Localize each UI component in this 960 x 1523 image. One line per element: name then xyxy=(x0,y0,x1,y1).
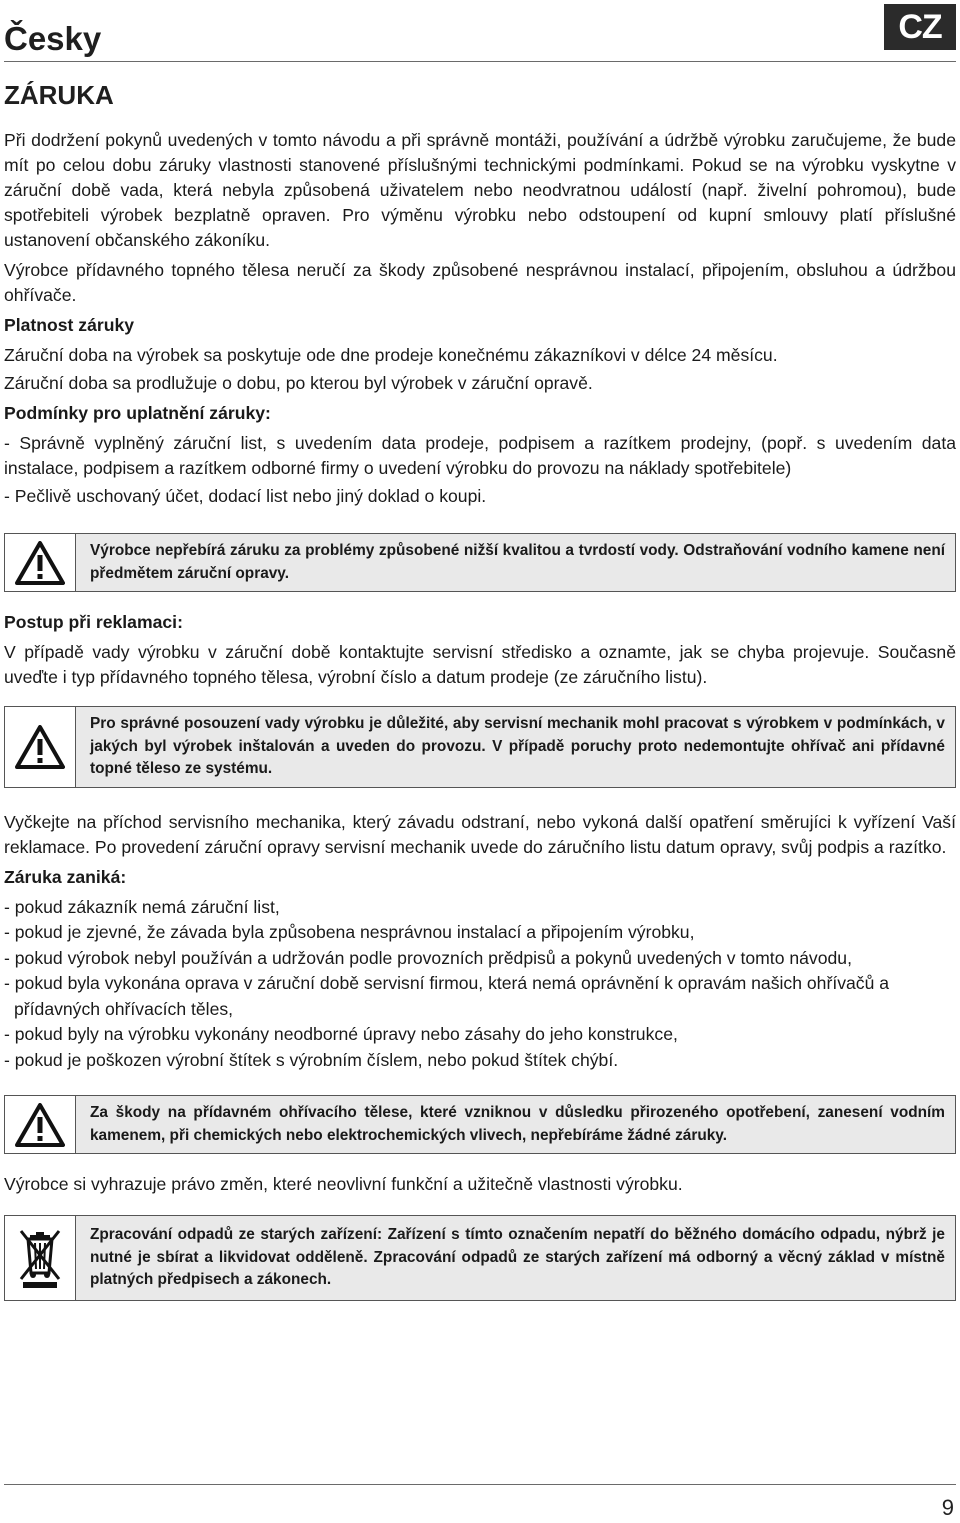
list-item: - pokud je poškozen výrobní štítek s výrobním číslem, nebo pokud štítek chýbí. xyxy=(4,1049,619,1070)
warning-triangle-icon xyxy=(15,541,65,585)
content-body xyxy=(4,128,956,1301)
conditions-item: - Pečlivě uschovaný účet, dodací list nebo jiný doklad o koupi. xyxy=(4,486,487,506)
warning-icon-cell xyxy=(5,1096,76,1153)
validity-text: Záruční doba na výrobek sa poskytuje ode dne prodeje konečnému zákazníkovi v délce 24 měsícu. xyxy=(4,345,778,365)
warning-text: Za škody na přídavném ohřívacího tělese, které vzniknou v důsledku přirozeného opotřebení, zanesení vodním kamenem, při chemických nebo elektrochemických vlivech, nepřebíráme žádné záruky. xyxy=(90,1104,945,1144)
crossed-out-bin-icon xyxy=(15,1227,65,1289)
warning-box-service xyxy=(4,706,956,788)
disposal-box xyxy=(4,1215,956,1301)
warning-icon-cell xyxy=(5,534,76,591)
warning-icon-cell xyxy=(5,707,76,787)
disposal-icon-cell xyxy=(5,1216,76,1300)
language-badge: CZ xyxy=(884,4,956,50)
page-number: 9 xyxy=(941,1495,954,1520)
document-page xyxy=(4,0,956,1523)
list-item: - pokud byla vykonána oprava v záruční době servisní firmou, která nemá oprávnění k opravám našich ohřívačů a přídavných ohřívacích těles, xyxy=(4,973,890,1019)
page-header xyxy=(4,0,956,64)
warning-text: Výrobce nepřebírá záruku za problémy způsobené nižší kvalitou a tvrdostí vody. Odstraňování vodního kamene není předmětem záruční opravy. xyxy=(90,542,945,582)
warning-triangle-icon xyxy=(15,1103,65,1147)
disposal-text: Zpracování odpadů ze starých zařízení: Zařízení s tímto označením nepatří do běžného domácího odpadu, nýbrž je nutné je sbírat a likvidovat odděleně. Zpracování odpadů ze starých zařízení má odborný a věcný základ v místně platných předpisech a zákonech. xyxy=(90,1226,945,1288)
conditions-item: - Správně vyplněný záruční list, s uvedením data prodeje, podpisem a razítkem prodejny, (popř. s uvedením data instalace, podpisem a razítkem odborné firmy o uvedení výrobku do provozu na náklady spotřebitele) xyxy=(4,433,956,478)
claims-heading: Postup při reklamaci: xyxy=(4,612,183,632)
list-item: - pokud byly na výrobku vykonány neodborné úpravy nebo zásahy do jeho konstrukce, xyxy=(4,1024,678,1044)
warning-text: Pro správné posouzení vady výrobku je důležité, aby servisní mechanik mohl pracovat s výrobkem v podmínkách, v jakých byl výrobek inštalován a uveden do provozu. V případě poruchy proto nedemontujte ohřívač ani přídavné topné těleso ze systému. xyxy=(90,715,945,777)
validity-extension-text: Záruční doba sa prodlužuje o dobu, po kterou byl výrobek v záruční opravě. xyxy=(4,373,593,393)
validity-heading: Platnost záruky xyxy=(4,315,135,335)
list-item: - pokud zákazník nemá záruční list, xyxy=(4,896,280,917)
warning-box-wear xyxy=(4,1095,956,1154)
list-item: - pokud je zjevné, že závada byla způsobena nesprávnou instalací a připojením výrobku, xyxy=(4,922,695,942)
intro-paragraph: Při dodržení pokynů uvedených v tomto návodu a při správně montáži, používání a údržbě výrobku zaručujeme, že bude mít po celou dobu záruky vlastnosti stanovené příslušnými technickými podmínkami. Pokud se na výrobku vyskytne v záruční době vada, která nebyla způsobená uživatelem nebo neodvratnou událostí (např. živelní pohromou), bude spotřebiteli výrobek bezplatně opraven. Pro výměnu výrobku nebo odstoupení od kupní smlouvy platí příslušné ustanovení občanského zákoníku. xyxy=(4,130,956,250)
changes-paragraph: Výrobce si vyhrazuje právo změn, které neovlivní funkční a užitečně vlastnosti výrobku. xyxy=(4,1174,683,1194)
section-title: ZÁRUKA xyxy=(4,80,114,110)
expiry-list xyxy=(4,895,956,1074)
warning-triangle-icon xyxy=(15,725,65,769)
conditions-heading: Podmínky pro uplatnění záruky: xyxy=(4,403,271,423)
warning-box-water xyxy=(4,533,956,592)
wait-paragraph: Vyčkejte na příchod servisního mechanika, který závadu odstraní, nebo vykoná další opatření směrujíci k vyřízení Vaší reklamace. Po provedení záruční opravy servisní mechanik uvede do záručního listu datum opravy, svůj podpis a razítko. xyxy=(4,811,956,857)
claims-text: V případě vady výrobku v záruční době kontaktujte servisní středisko a oznamte, jak se chyba projevuje. Současně uveďte i typ přídavného topného tělesa, výrobní číslo a datum prodeje (ze záručního listu). xyxy=(4,642,956,687)
footer-divider xyxy=(4,1484,956,1485)
list-item: - pokud výrobok nebyl používán a udržován podle provozních prědpisů a pokynů uvedených v tomto návodu, xyxy=(4,947,852,968)
language-title: Česky xyxy=(4,20,102,57)
header-divider xyxy=(4,61,956,62)
liability-paragraph: Výrobce přídavného topného tělesa neručí za škody způsobené nesprávnou instalací, připojením, obsluhou a údržbou ohřívače. xyxy=(4,260,956,305)
expiry-heading: Záruka zaniká: xyxy=(4,866,127,887)
